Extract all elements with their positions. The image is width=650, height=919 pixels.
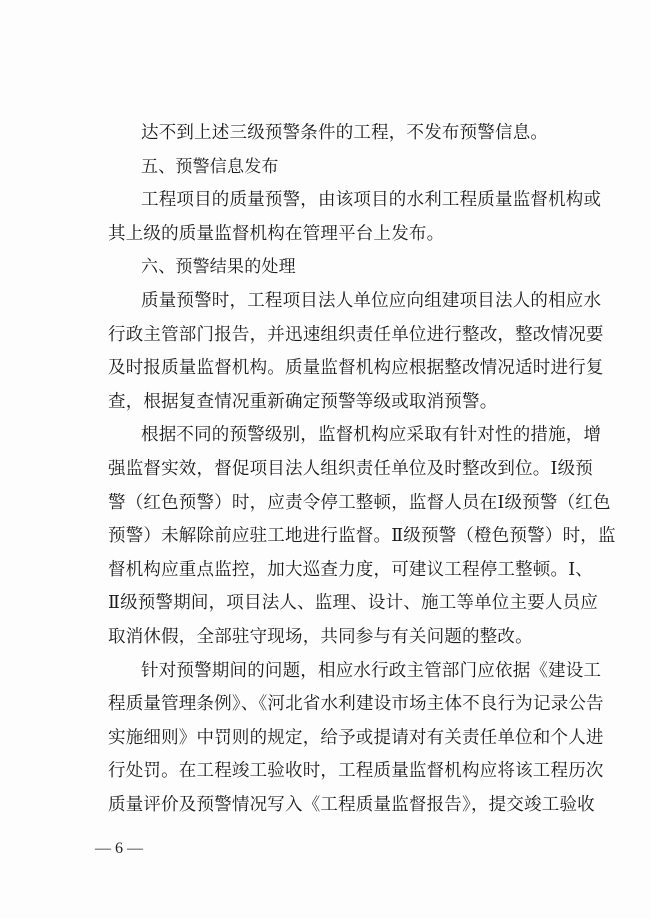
text-line: 查，根据复查情况重新确定预警等级或取消预警。	[108, 391, 498, 412]
text-line: 督机构应重点监控，加大巡查力度，可建议工程停工整顿。Ⅰ、	[108, 559, 594, 580]
text-line: 针对预警期间的问题，相应水行政主管部门应依据《建设工	[141, 660, 602, 681]
text-line: 工程项目的质量预警，由该项目的水利工程质量监督机构或	[141, 190, 602, 211]
text-line: 达不到上述三级预警条件的工程，不发布预警信息。	[141, 123, 549, 143]
page-number: — 6 —	[95, 840, 143, 857]
text-line: 质量评价及预警情况写入《工程质量监督报告》，提交竣工验收	[108, 794, 595, 815]
text-line: 取消休假，全部驻守现场，共同参与有关问题的整改。	[108, 626, 533, 647]
text-line: 质量预警时，工程项目法人单位应向组建项目法人的相应水	[141, 290, 602, 311]
document-body	[108, 117, 616, 822]
text-line: 行处罚。在工程竣工验收时，工程质量监督机构应将该工程历次	[108, 761, 604, 782]
text-line: 强监督实效，督促项目法人组织责任单位及时整改到位。Ⅰ级预	[108, 458, 594, 479]
text-line: 行政主管部门报告，并迅速组织责任单位进行整改，整改情况要	[108, 324, 604, 345]
text-line: 根据不同的预警级别，监督机构应采取有针对性的措施，增	[141, 425, 602, 446]
text-line: 警（红色预警）时，应责令停工整顿，监督人员在Ⅰ级预警（红色	[108, 492, 611, 513]
text-line: 及时报质量监督机构。质量监督机构应根据整改情况适时进行复	[108, 358, 604, 379]
text-line: 其上级的质量监督机构在管理平台上发布。	[108, 223, 445, 244]
text-line: Ⅱ级预警期间，项目法人、监理、设计、施工等单位主要人员应	[108, 593, 598, 614]
section-heading: 五、预警信息发布	[141, 156, 279, 177]
section-heading: 六、预警结果的处理	[141, 257, 296, 278]
text-line: 程质量管理条例》、《河北省水利建设市场主体不良行为记录公告	[108, 694, 604, 715]
text-line: 实施细则》中罚则的规定，给予或提请对有关责任单位和个人进	[108, 727, 604, 748]
text-line: 预警）未解除前应驻工地进行监督。Ⅱ级预警（橙色预警）时，监	[108, 526, 616, 547]
